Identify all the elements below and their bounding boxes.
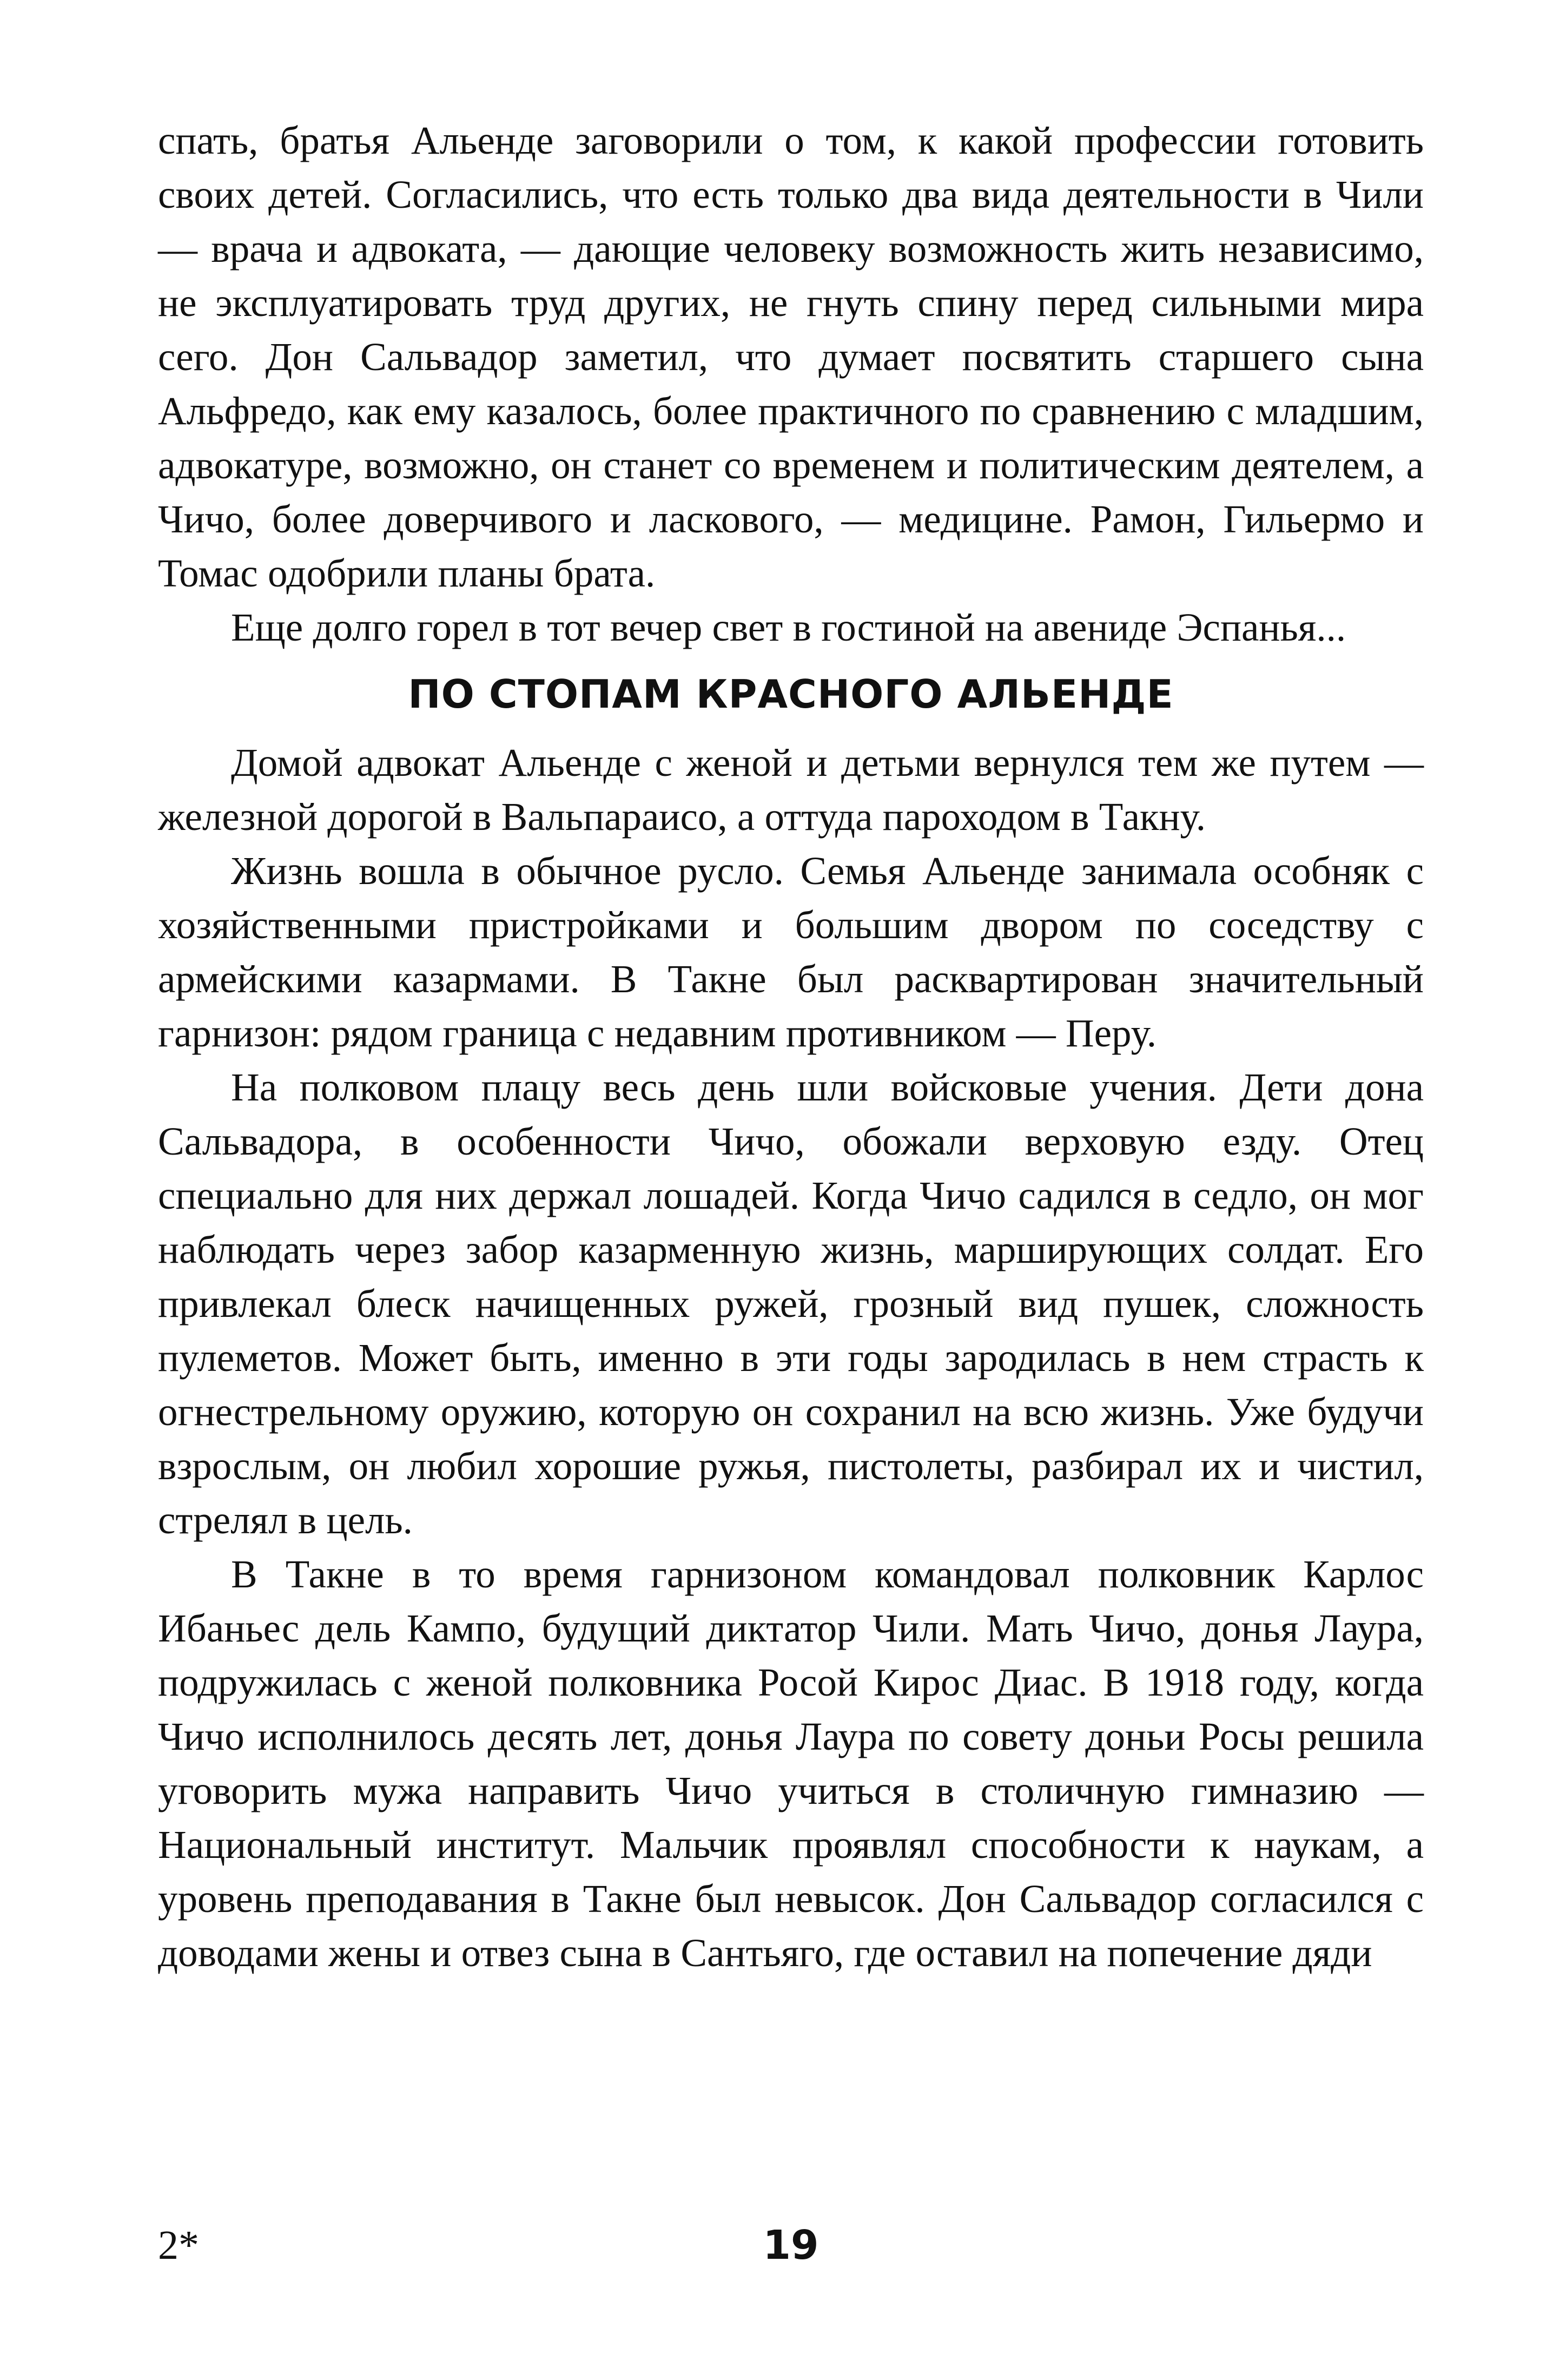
paragraph-evening: Еще долго горел в тот вечер свет в гостиной на авениде Эспанья... — [231, 605, 1346, 649]
section-heading: ПО СТОПАМ КРАСНОГО АЛЬЕНДЕ — [408, 671, 1174, 717]
paragraph-life-routine: Жизнь вошла в обычное русло. Семья Альенде занимала особняк с хозяйственными пристройками и большим двором по соседству с армейскими казармами. В Такне был расквартирован значительный гарнизон: рядом граница с недавним противником — Перу. — [158, 849, 1424, 1055]
paragraph-military-drills: На полковом плацу весь день шли войсковые учения. Дети дона Сальвадора, в особенности Чичо, обожали верховую езду. Отец специально для них держал лошадей. Когда Чичо садился в седло, он мог наблюдать через забор казарменную жизнь, марширующих солдат. Его привлекал блеск начищенных ружей, грозный вид пушек, сложность пулеметов. Может быть, именно в эти годы зародилась в нем страсть к огнестрельному оружию, которую он сохранил на всю жизнь. Уже будучи взрослым, он любил хорошие ружья, пистолеты, разбирал их и чистил, стрелял в цель. — [158, 1065, 1424, 1542]
page-body — [158, 114, 1424, 1980]
page-number: 19 — [763, 2222, 819, 2269]
paragraph-return-home: Домой адвокат Альенде с женой и детьми вернулся тем же путем — железной дорогой в Вальпараисо, а оттуда пароходом в Такну. — [158, 741, 1424, 839]
paragraph-garrison-commander: В Такне в то время гарнизоном командовал полковник Карлос Ибаньес дель Кампо, будущий диктатор Чили. Мать Чичо, донья Лаура, подружилась с женой полковника Росой Кирос Диас. В 1918 году, когда Чичо исполнилось десять лет, донья Лаура по совету доньи Росы решила уговорить мужа направить Чичо учиться в столичную гимназию — Национальный институт. Мальчик проявлял способности к наукам, а уровень преподавания в Такне был невысок. Дон Сальвадор согласился с доводами жены и отвез сына в Сантьяго, где оставил на попечение дяди — [158, 1552, 1424, 1975]
signature-mark: 2* — [158, 2223, 199, 2268]
page-footer — [158, 2213, 1424, 2278]
paragraph-continuation: спать, братья Альенде заговорили о том, к какой профессии готовить своих детей. Согласились, что есть только два вида деятельности в Чили — врача и адвоката, — дающие человеку возможность жить независимо, не эксплуатировать труд других, не гнуть спину перед сильными мира сего. Дон Сальвадор заметил, что думает посвятить старшего сына Альфредо, как ему казалось, более практичного по сравнению с младшим, адвокатуре, возможно, он станет со временем и политическим деятелем, а Чичо, более доверчивого и ласкового, — медицине. Рамон, Гильермо и Томас одобрили планы брата. — [158, 118, 1424, 595]
